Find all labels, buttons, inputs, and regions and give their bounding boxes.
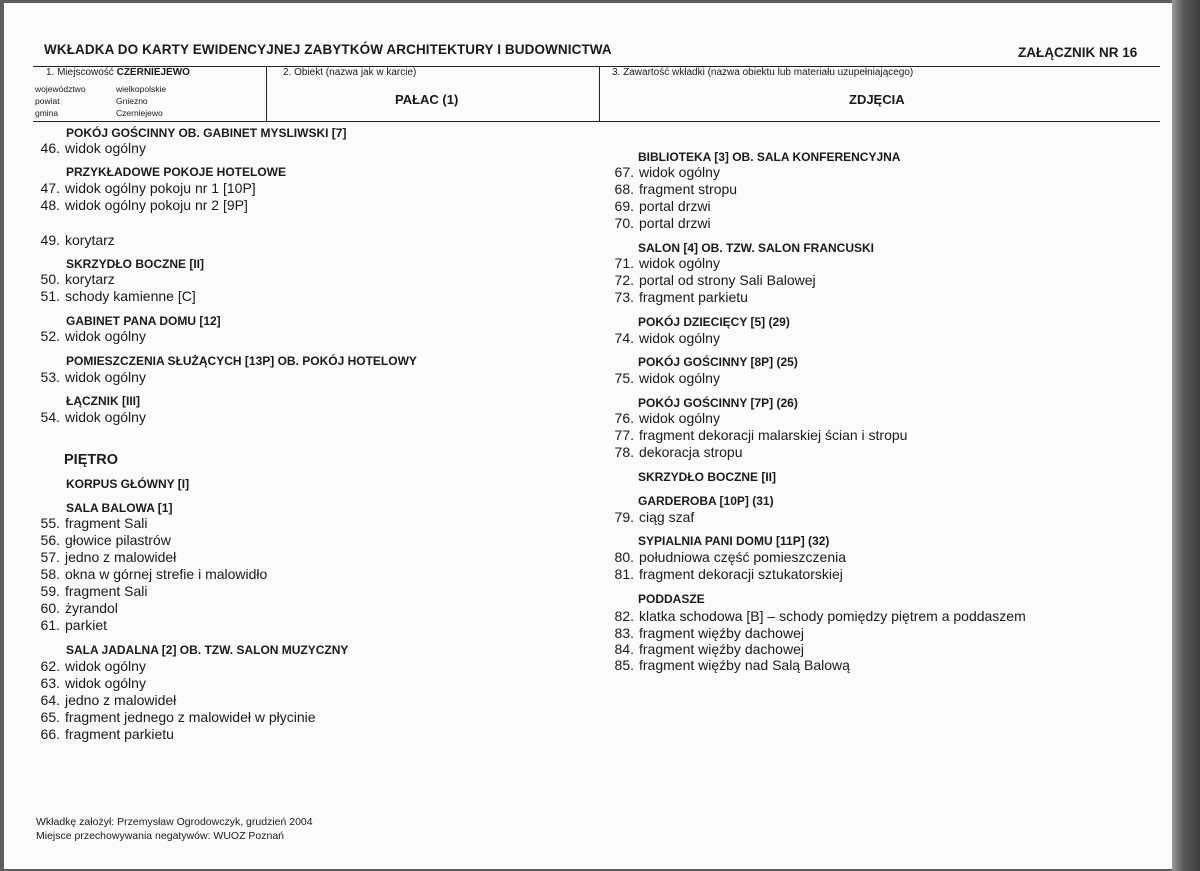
list-item bbox=[612, 215, 711, 231]
item-text: fragment parkietu bbox=[65, 726, 174, 742]
item-text: widok ogólny bbox=[639, 330, 720, 346]
item-text: widok ogólny bbox=[65, 140, 146, 156]
item-number: 60. bbox=[40, 600, 60, 616]
list-item bbox=[38, 180, 256, 196]
section-heading: KORPUS GŁÓWNY [I] bbox=[66, 477, 190, 491]
list-item bbox=[38, 140, 146, 156]
list-item bbox=[612, 509, 694, 525]
county-value: Gniezno bbox=[116, 96, 148, 106]
item-number: 65. bbox=[40, 709, 60, 725]
annex-number: ZAŁĄCZNIK NR 16 bbox=[1018, 45, 1138, 60]
section-heading: POMIESZCZENIA SŁUŻĄCYCH [13P] OB. POKÓJ HOTELOWY bbox=[66, 354, 417, 368]
item-text: widok ogólny bbox=[639, 164, 720, 180]
item-text: korytarz bbox=[65, 232, 115, 248]
list-item bbox=[612, 164, 720, 180]
list-item bbox=[612, 427, 907, 443]
item-text: głowice pilastrów bbox=[65, 532, 171, 548]
item-text: fragment stropu bbox=[639, 181, 738, 197]
list-item bbox=[38, 566, 267, 582]
item-text: widok ogólny pokoju nr 1 [10P] bbox=[65, 180, 256, 196]
item-text: ciąg szaf bbox=[639, 509, 695, 525]
locality-label: 1. Miejscowość bbox=[46, 67, 114, 78]
list-item bbox=[612, 255, 720, 271]
item-number: 75. bbox=[614, 370, 634, 386]
box-divider-2 bbox=[599, 66, 600, 122]
author-note: Wkładkę założył: Przemysław Ogrodowczyk, grudzień 2004 bbox=[36, 816, 313, 828]
section-heading: ŁĄCZNIK [III] bbox=[66, 394, 140, 408]
list-item bbox=[38, 515, 147, 531]
item-number: 84. bbox=[614, 641, 634, 657]
list-item bbox=[612, 549, 846, 565]
item-number: 47. bbox=[40, 180, 60, 196]
content-value: ZDJĘCIA bbox=[849, 92, 905, 107]
list-item bbox=[612, 566, 843, 582]
item-number: 50. bbox=[40, 271, 60, 287]
item-number: 48. bbox=[40, 197, 60, 213]
item-text: widok ogólny bbox=[65, 369, 146, 385]
list-item bbox=[38, 288, 196, 304]
item-number: 52. bbox=[40, 328, 60, 344]
section-heading: GARDEROBA [10P] (31) bbox=[638, 494, 774, 508]
item-number: 62. bbox=[40, 658, 60, 674]
negatives-storage-note: Miejsce przechowywania negatywów: WUOZ Poznań bbox=[36, 830, 285, 842]
item-number: 74. bbox=[614, 330, 634, 346]
list-item bbox=[38, 409, 146, 425]
item-text: południowa część pomieszczenia bbox=[639, 549, 846, 565]
item-number: 69. bbox=[614, 198, 634, 214]
item-number: 78. bbox=[614, 444, 634, 460]
item-text: klatka schodowa [B] – schody pomiędzy piętrem a poddaszem bbox=[639, 608, 1026, 624]
item-text: fragment więźby dachowej bbox=[639, 625, 804, 641]
locality-box bbox=[46, 67, 190, 78]
item-number: 67. bbox=[614, 164, 634, 180]
commune-label: gmina bbox=[35, 108, 59, 118]
object-value: PAŁAC (1) bbox=[395, 92, 459, 107]
item-text: fragment dekoracji malarskiej ścian i stropu bbox=[639, 427, 908, 443]
list-item bbox=[612, 181, 737, 197]
item-text: widok ogólny bbox=[65, 328, 146, 344]
list-item bbox=[38, 658, 146, 674]
list-item bbox=[38, 675, 146, 691]
list-item bbox=[38, 692, 176, 708]
list-item bbox=[38, 232, 115, 248]
item-text: korytarz bbox=[65, 271, 115, 287]
item-text: fragment dekoracji sztukatorskiej bbox=[639, 566, 843, 582]
item-number: 46. bbox=[40, 140, 60, 156]
item-number: 70. bbox=[614, 215, 634, 231]
item-number: 61. bbox=[40, 617, 60, 633]
section-heading: SALON [4] OB. TZW. SALON FRANCUSKI bbox=[638, 241, 874, 255]
item-text: widok ogólny bbox=[639, 410, 720, 426]
list-item bbox=[38, 709, 316, 725]
item-number: 79. bbox=[614, 509, 634, 525]
item-text: widok ogólny bbox=[65, 658, 146, 674]
item-number: 58. bbox=[40, 566, 60, 582]
header-rule-top bbox=[33, 66, 1160, 67]
box-divider-1 bbox=[266, 66, 267, 122]
list-item bbox=[612, 444, 743, 460]
item-number: 82. bbox=[614, 608, 634, 624]
item-number: 85. bbox=[614, 657, 634, 673]
item-number: 64. bbox=[40, 692, 60, 708]
section-heading: SKRZYDŁO BOCZNE [II] bbox=[66, 257, 204, 271]
item-text: jedno z malowideł bbox=[65, 692, 177, 708]
list-item bbox=[38, 617, 107, 633]
section-heading: POKÓJ GOŚCINNY [7P] (26) bbox=[638, 396, 798, 410]
item-text: fragment parkietu bbox=[639, 289, 748, 305]
item-number: 51. bbox=[40, 288, 60, 304]
item-text: widok ogólny bbox=[639, 255, 720, 271]
list-item bbox=[612, 330, 720, 346]
section-heading: BIBLIOTEKA [3] OB. SALA KONFERENCYJNA bbox=[638, 150, 901, 164]
item-text: schody kamienne [C] bbox=[65, 288, 196, 304]
item-number: 73. bbox=[614, 289, 634, 305]
section-heading: SKRZYDŁO BOCZNE [II] bbox=[638, 470, 776, 484]
list-item bbox=[612, 370, 720, 386]
item-number: 68. bbox=[614, 181, 634, 197]
list-item bbox=[612, 657, 850, 673]
item-number: 54. bbox=[40, 409, 60, 425]
list-item bbox=[38, 328, 146, 344]
object-label: 2. Obiekt (nazwa jak w karcie) bbox=[283, 67, 417, 78]
voivodeship-value: wielkopolskie bbox=[116, 84, 167, 94]
list-item bbox=[612, 410, 720, 426]
item-text: parkiet bbox=[65, 617, 108, 633]
item-text: widok ogólny bbox=[65, 409, 146, 425]
county-label: powiat bbox=[35, 96, 60, 106]
item-number: 83. bbox=[614, 625, 634, 641]
item-number: 63. bbox=[40, 675, 60, 691]
list-item bbox=[38, 369, 146, 385]
item-text: fragment Sali bbox=[65, 583, 148, 599]
content-label: 3. Zawartość wkładki (nazwa obiektu lub materiału uzupełniającego) bbox=[612, 67, 914, 78]
item-text: portal drzwi bbox=[639, 215, 711, 231]
list-item bbox=[38, 726, 174, 742]
item-number: 77. bbox=[614, 427, 634, 443]
item-number: 59. bbox=[40, 583, 60, 599]
section-heading: SALA BALOWA [1] bbox=[66, 501, 173, 515]
section-heading: PODDASZE bbox=[638, 592, 705, 606]
list-item bbox=[612, 289, 748, 305]
item-number: 57. bbox=[40, 549, 60, 565]
item-text: fragment jednego z malowideł w płycinie bbox=[65, 709, 316, 725]
section-heading: POKÓJ DZIECIĘCY [5] (29) bbox=[638, 315, 790, 329]
item-number: 72. bbox=[614, 272, 634, 288]
list-item bbox=[38, 583, 147, 599]
list-item bbox=[38, 271, 115, 287]
scanner-edge bbox=[1172, 0, 1200, 871]
item-text: fragment więźby nad Salą Balową bbox=[639, 657, 850, 673]
floor-heading: PIĘTRO bbox=[64, 452, 118, 468]
item-number: 66. bbox=[40, 726, 60, 742]
document-title: WKŁADKA DO KARTY EWIDENCYJNEJ ZABYTKÓW ARCHITEKTURY I BUDOWNICTWA bbox=[44, 42, 612, 57]
voivodeship-label: województwo bbox=[35, 84, 86, 94]
item-number: 56. bbox=[40, 532, 60, 548]
item-text: widok ogólny pokoju nr 2 [9P] bbox=[65, 197, 248, 213]
list-item bbox=[612, 608, 1026, 624]
item-number: 81. bbox=[614, 566, 634, 582]
item-text: fragment więźby dachowej bbox=[639, 641, 804, 657]
item-text: dekoracja stropu bbox=[639, 444, 743, 460]
list-item bbox=[612, 198, 711, 214]
item-number: 55. bbox=[40, 515, 60, 531]
item-number: 80. bbox=[614, 549, 634, 565]
item-number: 76. bbox=[614, 410, 634, 426]
item-text: portal drzwi bbox=[639, 198, 711, 214]
list-item bbox=[612, 625, 804, 641]
header-rule-bottom bbox=[33, 121, 1160, 122]
list-item bbox=[612, 272, 816, 288]
section-heading: GABINET PANA DOMU [12] bbox=[66, 314, 221, 328]
list-item bbox=[612, 641, 804, 657]
item-text: portal od strony Sali Balowej bbox=[639, 272, 816, 288]
list-item bbox=[38, 549, 176, 565]
commune-value: Czerniejewo bbox=[116, 108, 163, 118]
section-heading: SALA JADALNA [2] OB. TZW. SALON MUZYCZNY bbox=[66, 643, 349, 657]
item-text: jedno z malowideł bbox=[65, 549, 177, 565]
list-item bbox=[38, 197, 248, 213]
item-text: żyrandol bbox=[65, 600, 118, 616]
item-number: 71. bbox=[614, 255, 634, 271]
item-text: fragment Sali bbox=[65, 515, 148, 531]
item-number: 49. bbox=[40, 232, 60, 248]
list-item bbox=[38, 600, 118, 616]
item-text: widok ogólny bbox=[65, 675, 146, 691]
list-item bbox=[38, 532, 171, 548]
section-heading: SYPIALNIA PANI DOMU [11P] (32) bbox=[638, 534, 830, 548]
section-heading: POKÓJ GOŚCINNY [8P] (25) bbox=[638, 355, 798, 369]
item-text: okna w górnej strefie i malowidło bbox=[65, 566, 268, 582]
section-heading: PRZYKŁADOWE POKOJE HOTELOWE bbox=[66, 165, 287, 179]
item-text: widok ogólny bbox=[639, 370, 720, 386]
section-heading: POKÓJ GOŚCINNY OB. GABINET MYSLIWSKI [7] bbox=[66, 126, 347, 140]
locality-value: CZERNIEJEWO bbox=[116, 67, 190, 78]
item-number: 53. bbox=[40, 369, 60, 385]
